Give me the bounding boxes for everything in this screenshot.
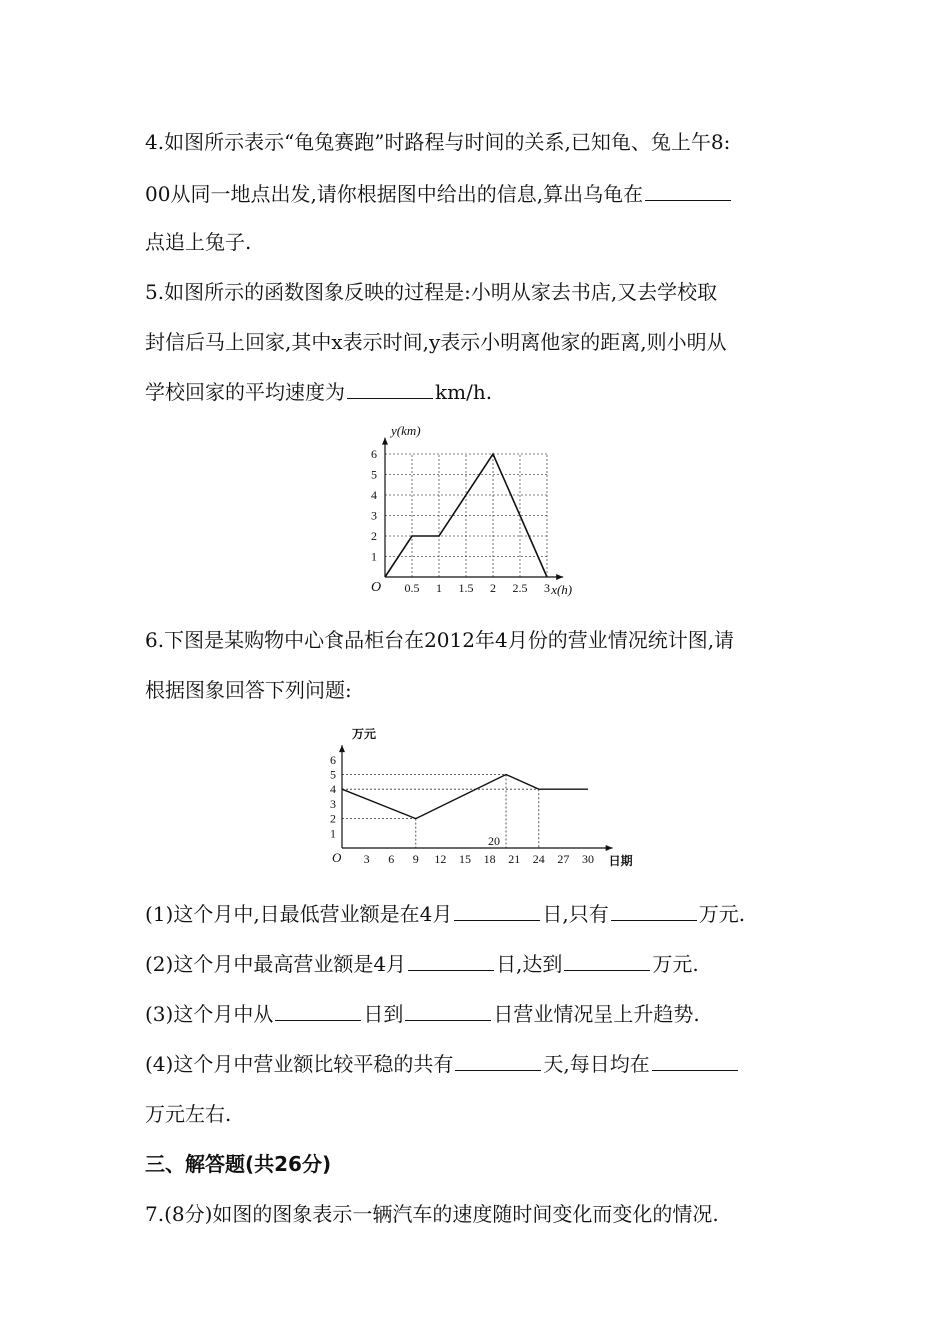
sub-q3-text-a: (3)这个月中从 <box>145 1002 274 1026</box>
chart2-x-tick-4: 15 <box>459 852 471 866</box>
chart2-x-tick-0: 3 <box>363 852 370 866</box>
q5-line-3 <box>145 378 492 406</box>
chart2-x-tick-7: 24 <box>532 852 545 866</box>
sub-q1 <box>145 900 745 928</box>
chart1-x-tick-3: 2 <box>490 581 496 595</box>
chart2-y-tick-5: 6 <box>330 752 336 767</box>
chart2-x-tick-1: 6 <box>388 852 395 866</box>
section-3-title: 三、解答题(共26分) <box>145 1152 332 1176</box>
chart1-y-tick-4: 5 <box>371 467 377 482</box>
chart2-y-tick-4: 5 <box>330 767 336 782</box>
chart2-ticks <box>330 753 594 866</box>
sub-q3-blank-1[interactable] <box>275 1000 361 1021</box>
chart1-x-tick-1: 1 <box>436 581 442 595</box>
q4-text-2: 00从同一地点出发,请你根据图中给出的信息,算出乌龟在 <box>145 182 644 206</box>
q4-line-3 <box>145 228 251 256</box>
chart2-y-axis-label: 万元 <box>352 727 377 741</box>
chart2-annotation-20: 20 <box>488 834 500 848</box>
chart1-origin-label: O <box>371 580 382 595</box>
q6-text-1: 6.下图是某购物中心食品柜台在2012年4月份的营业情况统计图,请 <box>145 628 735 652</box>
chart2-x-tick-5: 18 <box>483 852 496 866</box>
chart2-origin-label: O <box>332 850 342 865</box>
chart2-y-tick-0: 1 <box>330 826 336 841</box>
chart1-y-arrow <box>382 438 388 445</box>
chart2-y-tick-3: 4 <box>330 782 336 797</box>
chart2-x-axis-label: 日期 <box>608 854 633 868</box>
sales-chart <box>318 718 648 868</box>
q4-line-1 <box>145 128 730 156</box>
q5-text-3: 学校回家的平均速度为 <box>145 380 345 404</box>
sub-q1-text-b: 日,只有 <box>542 902 609 926</box>
q5-text-2: 封信后马上回家,其中x表示时间,y表示小明离他家的距离,则小明从 <box>145 330 727 354</box>
sub-q3-text-c: 日营业情况呈上升趋势. <box>493 1002 700 1026</box>
sub-q1-blank-1[interactable] <box>454 900 540 921</box>
chart1-x-tick-4: 2.5 <box>512 581 528 595</box>
sub-q2-blank-1[interactable] <box>408 950 494 971</box>
q7-text: 7.(8分)如图的图象表示一辆汽车的速度随时间变化而变化的情况. <box>145 1202 719 1226</box>
q6-text-2: 根据图象回答下列问题: <box>145 678 352 702</box>
q7-line <box>145 1200 719 1228</box>
chart2-y-tick-1: 2 <box>330 811 336 826</box>
sub-q4-text-b: 天,每日均在 <box>543 1052 650 1076</box>
chart1-y-tick-5: 6 <box>371 447 377 461</box>
sub-q4-blank-2[interactable] <box>652 1050 738 1071</box>
sub-q4-text-a: (4)这个月中营业额比较平稳的共有 <box>145 1052 454 1076</box>
sub-q2-text-c: 万元. <box>652 952 699 976</box>
q5-line-2 <box>145 328 727 356</box>
chart2-x-arrow <box>606 845 613 851</box>
chart1-y-tick-1: 2 <box>371 529 377 543</box>
sub-q3 <box>145 1000 700 1028</box>
chart1-x-tick-0: 0.5 <box>404 581 420 595</box>
chart1-x-tick-2: 1.5 <box>458 581 474 595</box>
chart2-x-tick-2: 9 <box>412 852 419 866</box>
q4-answer-blank[interactable] <box>645 180 731 201</box>
chart1-y-axis-label: y(km) <box>391 423 421 438</box>
sub-q2 <box>145 950 699 978</box>
q4-text-1: 4.如图所示表示“龟兔赛跑”时路程与时间的关系,已知龟、兔上午8: <box>145 130 731 154</box>
chart2-guides <box>342 775 539 849</box>
sub-q4-blank-1[interactable] <box>455 1050 541 1071</box>
chart1-y-tick-0: 1 <box>371 549 377 564</box>
chart2-y-arrow <box>339 745 345 752</box>
chart1-y-tick-3: 4 <box>371 488 377 502</box>
q4-line-2 <box>145 180 733 208</box>
chart2-axes <box>339 745 613 851</box>
sub-q3-text-b: 日到 <box>363 1002 404 1026</box>
sub-q2-text-b: 日,达到 <box>496 952 563 976</box>
section-3-heading <box>145 1150 331 1178</box>
sub-q1-text-a: (1)这个月中,日最低营业额是在4月 <box>145 902 453 926</box>
chart1-axes <box>382 438 563 580</box>
q6-line-1 <box>145 626 734 654</box>
chart1-x-tick-5: 3 <box>544 581 550 595</box>
sub-q3-blank-2[interactable] <box>405 1000 491 1021</box>
chart1-x-arrow <box>556 574 563 580</box>
chart2-x-tick-3: 12 <box>434 852 447 866</box>
q4-text-3: 点追上兔子. <box>145 230 252 254</box>
q6-line-2 <box>145 676 352 704</box>
sub-q2-text-a: (2)这个月中最高营业额是4月 <box>145 952 407 976</box>
q5-text-1: 5.如图所示的函数图象反映的过程是:小明从家去书店,又去学校取 <box>145 280 718 304</box>
q5-unit: km/h. <box>435 380 493 404</box>
sub-q1-text-c: 万元. <box>698 902 746 926</box>
sub-q4-text-c: 万元左右. <box>145 1102 232 1126</box>
chart1-x-axis-label: x(h) <box>551 582 573 597</box>
sub-q4 <box>145 1050 740 1078</box>
chart1-y-tick-2: 3 <box>371 508 377 523</box>
sub-q2-blank-2[interactable] <box>564 950 650 971</box>
distance-time-chart <box>355 420 595 605</box>
chart2-x-tick-9: 30 <box>582 852 594 866</box>
chart2-x-tick-6: 21 <box>508 852 521 866</box>
chart2-x-tick-8: 27 <box>557 852 570 866</box>
chart1-grid <box>385 454 547 577</box>
q5-answer-blank[interactable] <box>347 378 433 399</box>
sub-q1-blank-2[interactable] <box>611 900 697 921</box>
sub-q4-cont <box>145 1100 231 1128</box>
chart2-series-line <box>342 775 588 819</box>
q5-line-1 <box>145 278 717 306</box>
chart2-y-tick-2: 3 <box>330 796 336 811</box>
